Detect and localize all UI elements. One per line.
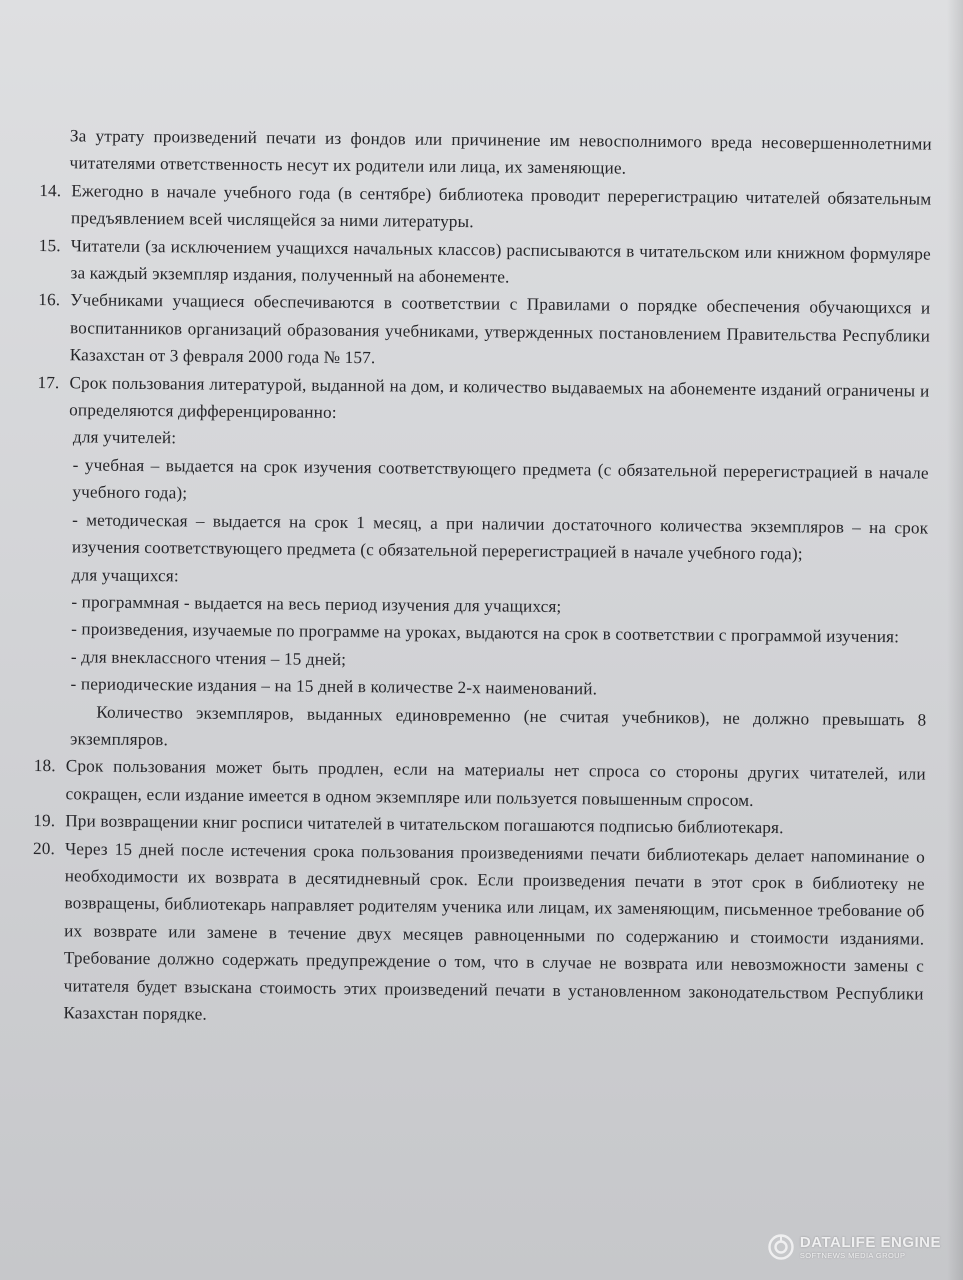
item-number: 14. — [39, 180, 62, 201]
students-label: для учащихся: — [71, 564, 179, 585]
document-body — [31, 122, 932, 1035]
watermark — [768, 1234, 941, 1260]
teachers-label: для учителей: — [72, 427, 177, 448]
students-rule-program: - программная - выдается на весь период изучения для учащихся; — [71, 592, 562, 616]
students-rule-extracurricular: - для внеклассного чтения – 15 дней; — [70, 647, 347, 669]
students-rule-periodicals: - периодические издания – на 15 дней в количестве 2-х наименований. — [70, 674, 598, 699]
list-item-17 — [37, 369, 929, 432]
list-item-16 — [38, 286, 931, 377]
item-number: 15. — [38, 235, 61, 255]
copies-limit-note: Количество экземпляров, выданных единовременно (не считая учебников), не должно превышать 8 экземпляров. — [69, 702, 927, 750]
list-item-14 — [39, 177, 931, 240]
watermark-subtitle: SOFTNEWS MEDIA GROUP — [799, 1250, 906, 1260]
item-number: 19. — [33, 811, 56, 831]
teachers-rule-textbook: - учебная – выдается на срок изучения соответствующего предмета (с обязательной перерегистрацией в начале учебного года); — [72, 455, 929, 503]
dle-logo-icon — [768, 1234, 794, 1260]
teachers-rule-methodical: - методическая – выдается на срок 1 месяц, а при наличии достаточного количества экземпляров – на срок изучения соответствующего предмета (с обязательной перерегистрацией в начале учебного года); — [71, 510, 929, 564]
students-rule-lessons: - произведения, изучаемые по программе на уроках, выдаются на срок в соответствии с программой изучения: — [71, 619, 900, 647]
item-text: Читатели (за исключением учащихся начальных классов) расписываются в читательском или книжном формуляре за каждый экземпляр издания, полученный на абонементе. — [70, 235, 931, 287]
paper-edge-shadow — [947, 0, 963, 1280]
list-item-18 — [33, 752, 925, 815]
list-item-15 — [38, 232, 930, 295]
watermark-title: DATALIFE ENGINE — [799, 1233, 941, 1251]
item-number: 18. — [33, 756, 56, 776]
intro-paragraph: За утрату произведений печати из фондов или причинение им невосполнимого вреда несовершеннолетними читателями ответственность несут их родители или лица, их заменяющие. — [69, 126, 932, 179]
item-text: Учебниками учащиеся обеспечиваются в соответствии с Правилами о порядке обеспечения обучающихся и воспитанников организаций образования учебниками, утвержденных постановлением Правительства Республики Казахстан от 3 февраля 2000 года № 157. — [69, 290, 931, 368]
item-text: При возвращении книг росписи читателей в читательском погашаются подписью библиотекаря. — [65, 811, 784, 838]
item-text: Ежегодно в начале учебного года (в сентябре) библиотека проводит перерегистрацию читателей обязательным предъявлением всей числящейся за ними литературы. — [70, 181, 932, 232]
item-text: Срок пользования может быть продлен, если на материалы нет спроса со стороны других читателей, или сокращен, если издание имеется в одном экземпляре или пользуется повышенным спросом. — [65, 756, 926, 810]
item-text: Через 15 дней после истечения срока пользования произведениями печати библиотекарь делает напоминание о необходимости их возврата в десятидневный срок. Если произведения печати в этот срок в библиотеку не возвращены, библиотекарь направляет родителям ученика или лицам, их заменяющим, письменное требование об их возврате или замене в течение двух месяцев равноценными по содержанию и стоимости изданиями. Требование должно содержать предупреждение о том, что в случае не возврата или невозможности замены с читателя будет взыскана стоимость этих произведений печати в установленном законодательством Республики Казахстан порядке. — [63, 838, 926, 1024]
item-text: Срок пользования литературой, выданной на дом, и количество выдаваемых на абонементе изданий ограничены и определяются дифференцированно: — [69, 372, 930, 422]
item-number: 16. — [38, 290, 61, 310]
list-item-20 — [31, 835, 925, 1035]
item-number: 17. — [37, 372, 60, 392]
item-number: 20. — [32, 838, 56, 858]
